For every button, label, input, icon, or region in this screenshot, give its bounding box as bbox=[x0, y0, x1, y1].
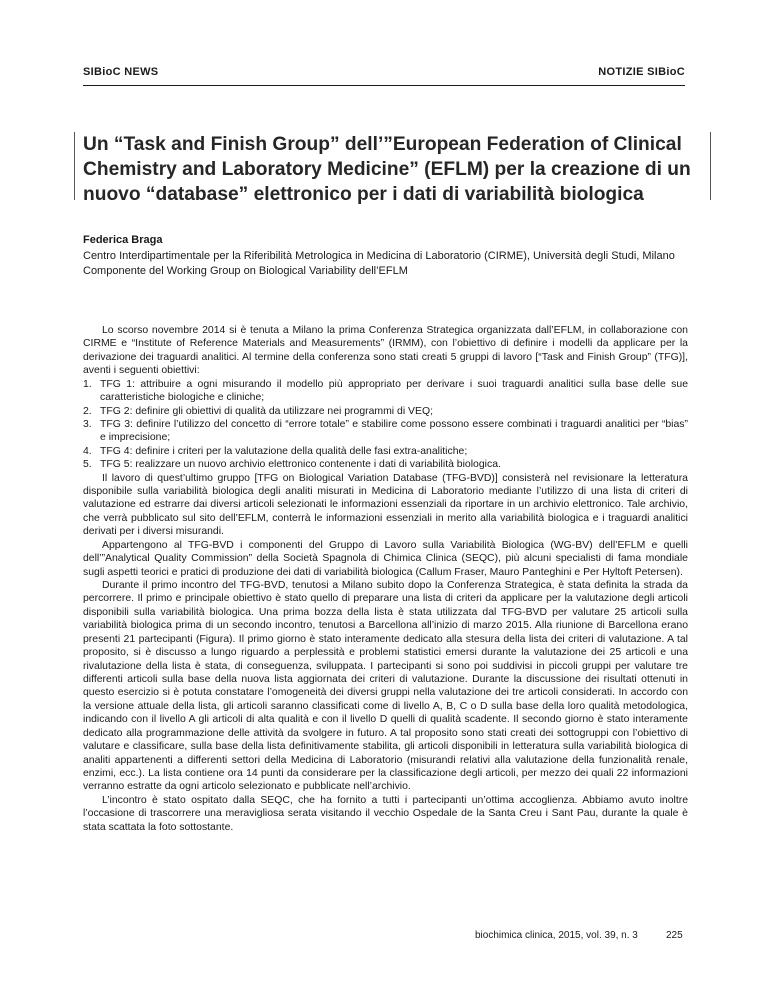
title-left-bar bbox=[74, 132, 75, 200]
section-label-left: SIBioC NEWS bbox=[83, 66, 159, 78]
objective-text: TFG 2: definire gli obiettivi di qualità da utilizzare nei programmi di VEQ; bbox=[100, 405, 433, 417]
objective-number: 4. bbox=[83, 445, 92, 457]
title-right-bar bbox=[710, 132, 711, 200]
objective-text: TFG 5: realizzare un nuovo archivio elettronico contenente i dati di variabilità biologica. bbox=[100, 459, 501, 471]
article-body bbox=[83, 324, 688, 834]
objective-number: 5. bbox=[83, 459, 92, 471]
body-paragraph: L’incontro è stato ospitato dalla SEQC, che ha fornito a tutti i partecipanti un’ottima accoglienza. Abbiamo avuto inoltre l’occasione di trascorrere una meravigliosa serata visitando il vecchio Ospedale de la Santa Creu i Sant Pau, durante la quale è stata scattata la foto sottostante. bbox=[83, 794, 688, 833]
objective-item bbox=[83, 458, 688, 471]
objective-item bbox=[83, 445, 688, 458]
header-divider bbox=[83, 85, 685, 86]
author-block bbox=[83, 233, 693, 280]
section-label-right: NOTIZIE SIBioC bbox=[598, 66, 685, 78]
objective-text: TFG 4: definire i criteri per la valutazione della qualità delle fasi extra-analitiche; bbox=[100, 445, 468, 457]
objective-number: 2. bbox=[83, 405, 92, 417]
objective-item bbox=[83, 378, 688, 405]
body-paragraph: Il lavoro di quest’ultimo gruppo [TFG on Biological Variation Database (TFG-BVD)] consisterà nel revisionare la letteratura disponibile sulla variabilità biologica degli analiti misurati in Medicina di Laboratorio mediante l’utilizzo di una lista di criteri di valutazione ed estrarre dai diversi articoli selezionati le informazioni essenziali da riportare in un archivio elettronico. Tale archivio, che verrà pubblicato sul sito dell’EFLM, conterrà le informazioni essenziali in merito alla variabilità biologica e i traguardi analitici derivati per i diversi misurandi. bbox=[83, 472, 688, 538]
objective-number: 3. bbox=[83, 418, 92, 430]
journal-citation: biochimica clinica, 2015, vol. 39, n. 3 bbox=[475, 930, 638, 941]
page-number: 225 bbox=[666, 930, 683, 941]
body-paragraph-intro: Lo scorso novembre 2014 si è tenuta a Milano la prima Conferenza Strategica organizzata dall’EFLM, in collaborazione con CIRME e “Institute of Reference Materials and Measurements” (IRMM), con l’obiettivo di definire i modelli da applicare per la derivazione dei traguardi analitici. Al termine della conferenza sono stati creati 5 gruppi di lavoro [“Task and Finish Group” (TFG)], aventi i seguenti obiettivi: bbox=[83, 325, 688, 377]
objective-number: 1. bbox=[83, 378, 92, 390]
objective-item bbox=[83, 418, 688, 445]
author-name: Federica Braga bbox=[83, 234, 163, 246]
body-paragraph: Durante il primo incontro del TFG-BVD, tenutosi a Milano subito dopo la Conferenza Strategica, è stata definita la strada da percorrere. Il primo e principale obiettivo è stato quello di preparare una lista di criteri da applicare per la valutazione degli articoli disponibili sulla variabilità biologica. Una prima bozza della lista è stata utilizzata dal TFG-BVD per valutare 25 articoli sulla variabilità biologica prima di un secondo incontro, tenutosi a Barcellona all’inizio di marzo 2015. Alla riunione di Barcellona erano presenti 21 partecipanti (Figura). Il primo giorno è stato interamente dedicato alla stesura della lista dei criteri di valutazione. A tal proposito, si è discusso a lungo riguardo a perplessità e problemi statistici emersi durante la valutazione dei 25 articoli e una rivalutazione della lista è stata, di conseguenza, sviluppata. I partecipanti si sono poi suddivisi in piccoli gruppi per valutare tre differenti articoli sulla base della nuova lista aggiornata dei criteri di valutazione. Durante la discussione dei risultati ottenuti in questo esercizio si è potuta constatare l’omogeneità dei diversi gruppi nella valutazione dei tre articoli considerati. In accordo con la versione attuale della lista, gli articoli saranno classificati come di livello A, B, C o D sulla base della loro qualità metodologica, indicando con il livello A gli articoli di alta qualità e con il livello D quelli di qualità scadente. Il secondo giorno è stato interamente dedicato alla programmazione delle attività da svolgere in futuro. A tal proposito sono stati creati dei sottogruppi con l’obiettivo di valutare e classificare, sulla base della lista definitivamente stabilita, gli articoli disponibili in letteratura sulla variabilità biologica di analiti appartenenti a differenti settori della Medicina di Laboratorio (misurandi relativi alla valutazione della funzionalità renale, enzimi, ecc.). La lista contiene ora 14 punti da considerare per la classificazione degli articoli, per mezzo dei quali 22 informazioni verranno estratte da ogni articolo selezionato e pubblicate nell’archivio. bbox=[83, 580, 688, 793]
objective-item bbox=[83, 405, 688, 418]
objective-text: TFG 1: attribuire a ogni misurando il modello più appropriato per derivare i suoi traguardi analitici sulla base delle sue caratteristiche biologiche e cliniche; bbox=[100, 378, 688, 404]
objectives-list bbox=[83, 378, 688, 472]
article-title: Un “Task and Finish Group” dell’”European Federation of Clinical Chemistry and Laboratory Medicine” (EFLM) per la creazione di un nuovo “database” elettronico per i dati di variabilità biologica bbox=[83, 134, 691, 205]
author-affiliation: Centro Interdipartimentale per la Riferibilità Metrologica in Medicina di Laboratorio (CIRME), Università degli Studi, Milano bbox=[83, 249, 675, 262]
author-role: Componente del Working Group on Biological Variability dell’EFLM bbox=[83, 265, 408, 277]
objective-text: TFG 3: definire l’utilizzo del concetto di “errore totale” e stabilire come possono essere combinati i traguardi analitici per “bias” e imprecisione; bbox=[100, 418, 688, 444]
body-paragraph: Appartengono al TFG-BVD i componenti del Gruppo di Lavoro sulla Variabilità Biologica (WG-BV) dell’EFLM e quelli dell’”Analytical Quality Commission” della Società Spagnola di Chimica Clinica (SEQC), più alcuni specialisti di fama mondiale sugli aspetti teorici e pratici di produzione dei dati di variabilità biologica (Callum Fraser, Mauro Panteghini e Per Hyltoft Petersen). bbox=[83, 539, 688, 578]
